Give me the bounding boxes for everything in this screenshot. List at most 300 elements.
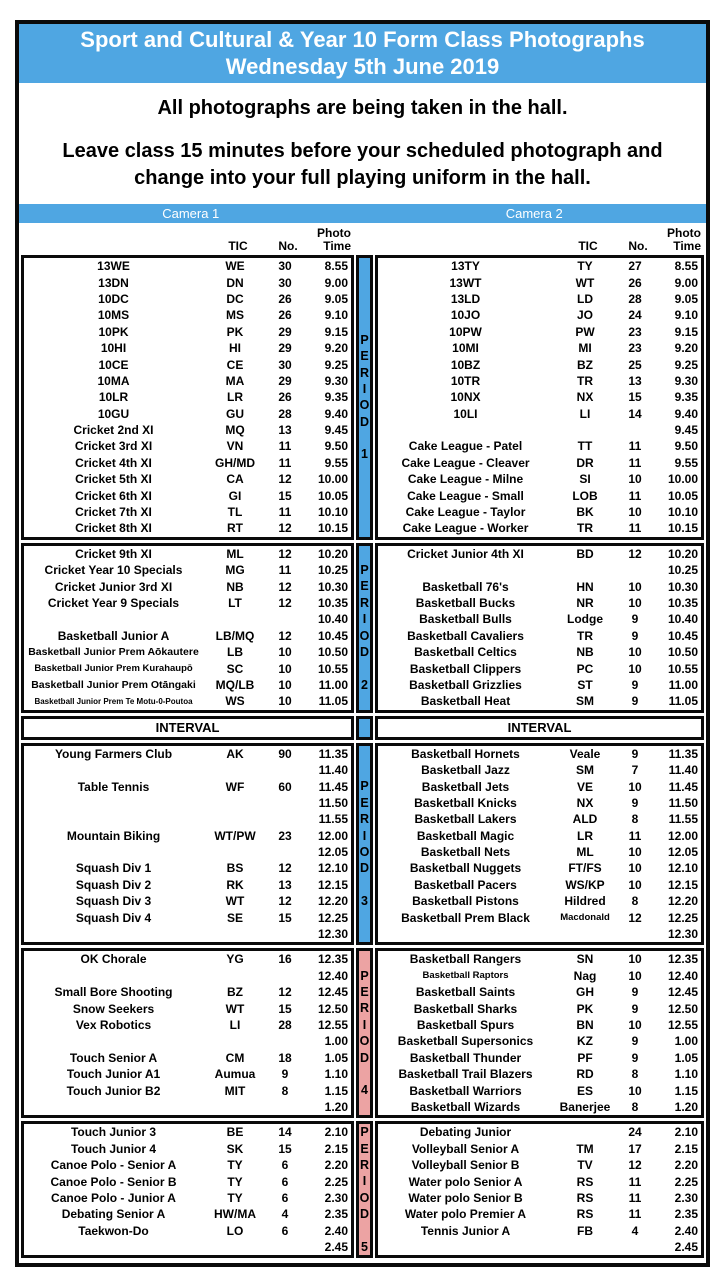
cell-name: Squash Div 2 [75,877,152,892]
cell-name: Basketball Thunder [409,1050,522,1065]
cell-name: Basketball Spurs [416,1017,515,1032]
cell-name: Cricket 2nd XI [73,423,154,438]
cell-tic: YG [226,952,244,967]
cell-time: 11.40 [668,763,698,778]
cell-no: 15 [278,1001,292,1016]
cell-name: Table Tennis [77,779,150,794]
cell-no: 11 [278,455,292,470]
cell-no [267,811,303,827]
cell-name [24,968,203,984]
period-block-2 [21,543,704,713]
right-table [375,255,704,540]
cell-time: 12.55 [317,1017,348,1032]
cell-no: 12 [278,472,292,487]
cell-no: 4 [631,1223,639,1238]
cell-no: 11 [628,1207,642,1222]
cell-tic: PW [575,324,595,339]
cell-tic: MG [225,563,245,578]
cell-time: 11.35 [668,746,698,761]
cell-name: 10PK [98,324,129,339]
cell-no: 10 [628,505,642,520]
cell-tic: BZ [577,357,593,372]
cell-name [24,811,203,827]
cell-name: Water polo Premier A [404,1207,527,1222]
cell-tic: NB [226,579,244,594]
cell-name: Cricket 6th XI [75,488,152,503]
cell-no: 10 [628,845,642,860]
cell-time: 9.05 [674,291,698,306]
cell-no: 10 [628,968,642,983]
cell-no: 27 [628,259,642,274]
cell-no: 18 [278,1050,292,1065]
cell-no: 28 [278,1017,292,1032]
cell-time: 9.15 [324,324,348,339]
period-letter: I [362,381,367,396]
period-number: 4 [361,1083,368,1098]
cell-tic [203,795,267,811]
cell-no: 6 [281,1223,289,1238]
cell-no: 14 [628,406,642,421]
cell-time: 12.45 [317,985,348,1000]
cell-name: Basketball Sharks [413,1001,518,1016]
cell-no [267,1239,303,1255]
cell-time: 10.00 [317,472,348,487]
cell-name: Basketball Jazz [421,763,510,778]
cell-time: 12.15 [317,877,348,892]
cell-name: Basketball Wizards [410,1099,521,1114]
cell-time: 2.40 [324,1223,348,1238]
cell-no: 10 [628,579,642,594]
cell-time: 11.05 [318,694,348,709]
cell-tic: BN [576,1017,594,1032]
cell-no: 24 [628,308,642,323]
cell-name: 10JO [450,308,481,323]
cell-tic: VE [576,779,593,794]
cell-no: 8 [631,1067,639,1082]
cell-no: 8 [631,812,639,827]
cell-name: Basketball Grizzlies [409,677,522,692]
cell-tic: GH [576,985,594,1000]
cell-tic: TR [577,373,593,388]
cell-name [24,1239,203,1255]
cell-time: 11.55 [318,812,348,827]
cell-time: 9.10 [674,308,698,323]
cell-name: Basketball Junior A [57,628,170,643]
cell-tic: BS [226,861,244,876]
cell-tic: SI [579,472,591,487]
cell-time: 10.15 [667,521,698,536]
cell-no: 6 [281,1190,289,1205]
cell-time: 12.10 [317,861,348,876]
cell-no: 9 [631,985,639,1000]
cell-time: 10.30 [317,579,348,594]
cell-name: Basketball Nuggets [409,861,522,876]
cell-time: 9.40 [324,406,348,421]
cell-name: Basketball Junior Prem Kurahaupō [34,663,193,675]
cell-name: Tennis Junior A [420,1223,511,1238]
cell-no: 29 [278,341,292,356]
cell-no [267,926,303,942]
period-letter: R [359,365,370,380]
period-letter: R [359,1157,370,1172]
cell-time: 10.20 [317,546,348,561]
cell-tic [203,1239,267,1255]
cell-name: Cake League - Small [407,488,524,503]
cell-no: 10 [628,1083,642,1098]
cell-no: 12 [278,894,292,909]
period-block-1 [21,255,704,540]
cell-name [24,611,203,627]
cell-no: 29 [278,324,292,339]
cell-no: 60 [278,779,292,794]
cell-name: Basketball Celtics [414,645,517,660]
cell-time: 10.35 [667,596,698,610]
cell-name: Mountain Biking [66,828,161,843]
cell-name: 10GU [97,406,130,421]
period-block-3 [21,743,704,946]
cell-tic: MQ [225,423,245,438]
column-headers-left [21,227,354,253]
cell-no: 10 [278,677,292,692]
period-letter: D [359,414,370,429]
cell-no: 11 [628,1174,642,1189]
cell-name: Taekwon-Do [78,1223,149,1238]
cell-name: 13WT [449,275,482,290]
cell-tic: MIT [224,1083,246,1098]
cell-tic [203,811,267,827]
camera-band [19,204,706,223]
cell-tic: Lodge [567,612,603,627]
cell-no: 23 [628,324,642,339]
cell-time: 12.05 [667,845,698,860]
cell-no: 12 [628,1158,642,1173]
cell-name [378,562,553,578]
cell-no: 11 [628,1190,642,1205]
cell-time: 2.10 [674,1125,698,1140]
cell-tic: TY [577,259,593,274]
cell-time: 9.50 [324,439,348,454]
cell-no [267,844,303,860]
cell-time: 2.20 [674,1158,698,1173]
cell-no: 12 [278,985,292,1000]
cell-name: OK Chorale [80,952,147,967]
cell-tic: KZ [577,1034,593,1049]
cell-name: Basketball Hornets [411,746,520,761]
cell-name: Basketball Pacers [414,877,517,892]
cell-no: 10 [628,645,642,660]
cell-tic [203,1099,267,1115]
cell-no: 26 [278,291,292,306]
cell-time: 1.15 [324,1083,348,1098]
cell-no: 10 [278,694,292,709]
left-table [21,1121,354,1258]
cell-time: 9.15 [674,324,698,339]
cell-tic: WS [225,694,245,709]
schedule-blocks [19,255,706,1263]
cell-time: 1.10 [674,1067,698,1082]
cell-time: 9.45 [324,423,348,438]
cell-tic: MQ/LB [215,677,255,692]
cell-name: 10MS [97,308,130,323]
cell-name: Volleyball Senior B [411,1158,520,1173]
cell-tic: SN [576,952,594,967]
cell-time: 10.35 [317,596,348,610]
cell-tic: LB/MQ [215,628,255,643]
cell-tic: MI [578,341,592,356]
cell-tic: JO [576,308,593,323]
cell-time: 2.20 [324,1158,348,1173]
period-letter: R [359,1001,370,1016]
cell-tic: Hildred [564,894,606,909]
cell-tic: ML [226,546,244,561]
cell-no: 10 [628,779,642,794]
tic-header: TIC [228,239,248,253]
cell-time: 12.20 [667,894,698,909]
no-header: No. [628,239,648,253]
cell-time: 9.30 [674,373,698,388]
photo-time-header: Photo Time [667,226,701,253]
cell-tic: BD [576,546,594,561]
cell-no: 10 [278,661,292,676]
cell-tic: LR [227,390,243,405]
interval-label-right: INTERVAL [375,716,704,740]
cell-tic: WT [225,894,245,909]
interval-row [21,716,704,740]
cell-no [617,926,653,942]
cell-tic: VN [226,439,244,454]
cell-tic: NR [576,596,594,610]
period-letter: P [360,332,369,347]
left-table [21,255,354,540]
cell-tic: WF [225,779,245,794]
cell-tic: AK [226,746,244,761]
cell-no: 7 [631,763,639,778]
cell-tic: SM [576,694,594,709]
cell-name: Cake League - Taylor [405,505,526,520]
cell-tic: RS [576,1207,594,1222]
cell-no: 8 [281,1083,289,1098]
period-letter: P [360,968,369,983]
cell-tic: Macdonald [560,912,610,924]
cell-tic [203,611,267,627]
cell-name: Cricket 9th XI [75,546,152,561]
interval-label-left: INTERVAL [21,716,354,740]
cell-time: 11.00 [668,677,698,692]
cell-tic [553,562,617,578]
cell-name: Basketball Junior Prem Otāngaki [31,678,196,691]
interval-strip [356,716,373,740]
cell-name: 10TR [450,373,481,388]
cell-time: 12.20 [317,894,348,909]
cell-name [24,1099,203,1115]
cell-tic [203,968,267,984]
title-line-2: Wednesday 5th June 2019 [225,54,500,79]
cell-time: 12.50 [317,1001,348,1016]
cell-time: 1.15 [674,1083,698,1098]
cell-tic: PC [576,661,594,676]
cell-no: 11 [628,439,642,454]
cell-name: 13TY [451,259,480,274]
cell-time: 11.35 [318,746,348,761]
instruction-line-2a: Leave class 15 minutes before your scheduled photograph and [62,140,663,162]
cell-no [267,611,303,627]
cell-tic: CA [226,472,244,487]
cell-time: 10.20 [667,546,698,561]
no-header: No. [278,239,298,253]
cell-time: 1.05 [674,1050,698,1065]
cell-name: Debating Senior A [61,1207,166,1222]
cell-no: 9 [281,1067,289,1082]
cell-tic: WT [225,1001,245,1016]
cell-name [24,926,203,942]
cell-tic: RD [576,1067,594,1082]
period-letter: I [362,1174,367,1189]
cell-no: 30 [278,275,292,290]
cell-name [378,422,553,438]
cell-no: 30 [278,259,292,274]
cell-time: 9.25 [324,357,348,372]
cell-tic: DC [226,291,244,306]
cell-time: 12.00 [317,828,348,843]
cell-name: Basketball Junior Prem Aōkautere [28,646,199,659]
cell-time: 11.45 [668,779,698,794]
cell-name: Basketball Jets [421,779,510,794]
cell-time: 12.40 [667,968,698,983]
cell-no [617,562,653,578]
cell-name: Cricket Year 9 Specials [47,596,180,610]
cell-no: 9 [631,746,639,761]
cell-no: 12 [278,596,292,610]
cell-tic: ES [576,1083,593,1098]
cell-time: 12.40 [317,968,348,983]
period-number: 3 [361,894,368,909]
cell-name: Snow Seekers [72,1001,155,1016]
cell-name: Debating Junior [419,1125,512,1140]
period-letter: E [360,985,369,1000]
cell-name: Basketball Trail Blazers [398,1067,533,1082]
cell-tic: RT [227,521,243,536]
cell-no: 13 [628,373,642,388]
cell-no: 9 [631,795,639,810]
cell-time: 9.55 [324,455,348,470]
period-strip-2 [356,543,373,713]
cell-tic: Veale [569,746,601,761]
cell-no: 12 [278,521,292,536]
cell-name: Basketball Warriors [409,1083,522,1098]
cell-name: Cricket 4th XI [75,455,152,470]
cell-time: 12.30 [667,927,698,942]
cell-no: 13 [278,877,292,892]
cell-tic: GH/MD [215,455,255,470]
cell-time: 9.50 [674,439,698,454]
cell-time: 2.30 [674,1190,698,1205]
right-table [375,543,704,713]
cell-tic: MS [226,308,244,323]
cell-tic: SC [226,661,244,676]
cell-no: 12 [278,861,292,876]
camera-2-label: Camera 2 [505,206,563,221]
cell-name [378,1239,553,1255]
cell-tic: Nag [573,968,597,983]
cell-tic: TT [577,439,593,454]
cell-no: 4 [281,1207,289,1222]
cell-time: 9.25 [674,357,698,372]
cell-tic: FB [577,1223,593,1238]
cell-name: Basketball 76's [422,579,509,594]
cell-time: 12.30 [317,927,348,942]
cell-tic: LR [577,828,593,843]
cell-tic: FT/FS [568,861,602,876]
cell-no: 9 [631,1050,639,1065]
cell-name: Young Farmers Club [54,746,173,761]
cell-time: 2.45 [674,1240,698,1255]
cell-time: 9.10 [324,308,348,323]
cell-tic: HN [576,579,594,594]
cell-time: 11.05 [668,694,698,709]
cell-tic: TY [227,1190,243,1205]
cell-tic: NB [576,645,594,660]
cell-name: 10BZ [450,357,481,372]
cell-no [617,422,653,438]
cell-time: 10.45 [317,628,348,643]
cell-name: Basketball Supersonics [397,1034,534,1049]
cell-name: Volleyball Senior A [411,1141,520,1156]
cell-tic: TM [576,1141,594,1156]
cell-tic [553,1124,617,1140]
cell-time: 10.40 [667,612,698,627]
cell-tic: Aumua [214,1067,256,1082]
cell-no: 9 [631,612,639,627]
cell-name: Canoe Polo - Junior A [51,1190,176,1205]
period-strip-1 [356,255,373,540]
cell-no: 26 [278,390,292,405]
cell-time: 2.10 [324,1125,348,1140]
cell-name: Cake League - Worker [402,521,529,536]
cell-no: 28 [628,291,642,306]
instruction-line-1: All photographs are being taken in the hall. [157,97,568,119]
cell-tic [553,1239,617,1255]
cell-name: Canoe Polo - Senior B [50,1174,177,1189]
cell-name: Cricket Junior 3rd XI [54,579,173,594]
cell-no: 26 [278,308,292,323]
cell-name: 10NX [450,390,481,405]
cell-tic: TV [577,1158,593,1173]
column-headers-right [375,227,704,253]
cell-tic: PK [226,324,244,339]
period-letter: O [359,628,370,643]
cell-tic: WE [225,259,245,274]
period-letter: D [359,1050,370,1065]
period-letter: O [359,1190,370,1205]
cell-name: Water polo Senior B [408,1190,523,1205]
cell-no: 10 [628,472,642,487]
cell-time: 10.25 [317,563,348,578]
cell-no: 6 [281,1174,289,1189]
camera-1-label: Camera 1 [162,206,220,221]
cell-name: Squash Div 1 [75,861,152,876]
cell-time: 1.00 [324,1034,348,1049]
cell-tic: WT/PW [214,828,256,843]
cell-no: 29 [278,373,292,388]
period-letter: O [359,398,370,413]
left-table [21,743,354,946]
cell-tic [553,926,617,942]
cell-tic: LB [227,645,243,660]
cell-name: Basketball Rangers [409,952,522,967]
cell-no: 10 [278,645,292,660]
period-strip-4 [356,948,373,1118]
cell-no: 17 [628,1141,642,1156]
